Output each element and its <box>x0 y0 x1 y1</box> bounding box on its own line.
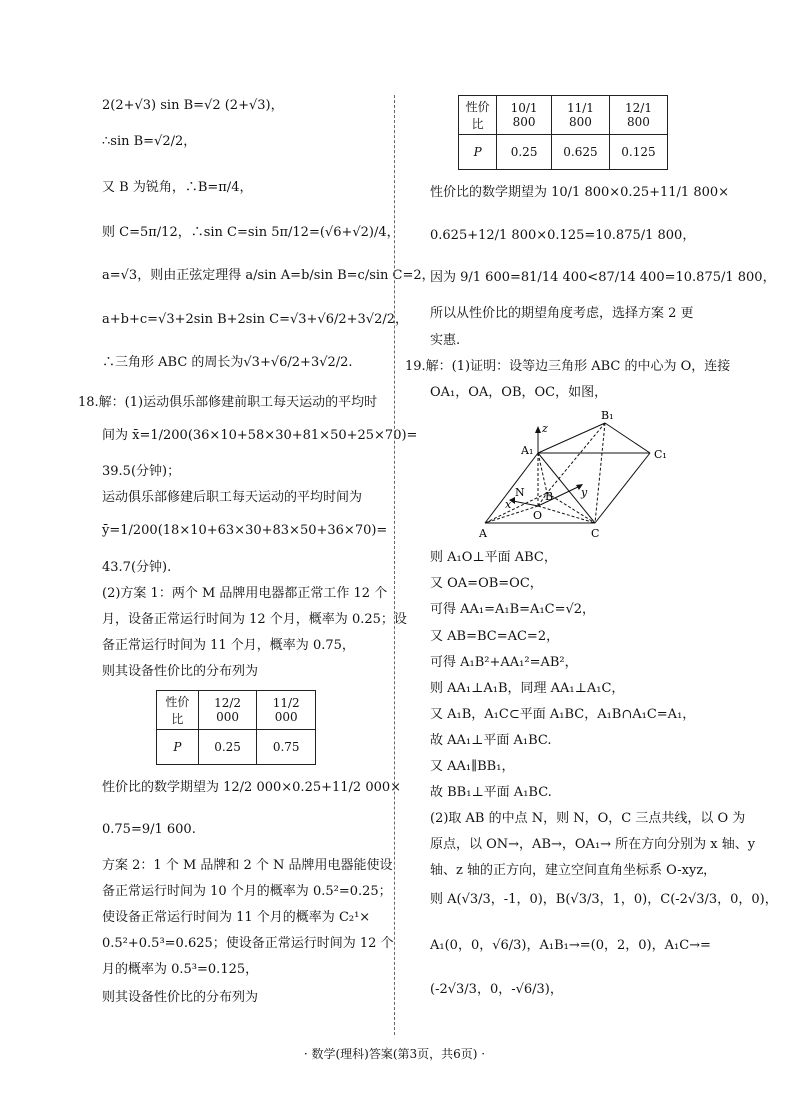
figure-label: x <box>505 498 512 511</box>
text-line: 间为 x̄=1/200(36×10+58×30+81×50+25×70)= <box>102 428 418 443</box>
text-line: OA₁，OA，OB，OC，如图， <box>430 385 608 400</box>
distribution-table-plan-1 <box>156 690 316 765</box>
figure-label: A <box>479 527 487 540</box>
table-cell: 0.125 <box>609 135 667 170</box>
figure-label: A₁ <box>521 444 534 457</box>
table-cell: 性价比 <box>157 691 199 730</box>
text-line: 因为 9/1 600=81/14 400<87/14 400=10.875/1 800， <box>430 270 776 285</box>
text-line: 备正常运行时间为 10 个月的概率为 0.5²=0.25； <box>102 884 392 899</box>
text-line: 月的概率为 0.5³=0.125， <box>102 962 259 977</box>
text-line: 0.625+12/1 800×0.125=10.875/1 800， <box>430 228 696 243</box>
page-footer: · 数学(理科)答案(第3页，共6页) · <box>303 1047 486 1061</box>
text-line: ȳ=1/200(18×10+63×30+83×50+36×70)= <box>102 523 388 538</box>
text-line: (2)方案 1：两个 M 品牌用电器都正常工作 12 个 <box>102 586 388 601</box>
text-line: 备正常运行时间为 11 个月，概率为 0.75， <box>102 638 355 653</box>
text-line: 0.5²+0.5³=0.625；使设备正常运行时间为 12 个 <box>102 936 394 951</box>
text-line: 0.75=9/1 600. <box>102 822 196 837</box>
figure-label: C₁ <box>654 448 667 461</box>
table-cell: 0.25 <box>198 730 257 765</box>
text-line: 又 B 为锐角，∴B=π/4， <box>102 180 253 195</box>
text-line: 则 C=5π/12，∴sin C=sin 5π/12=(√6+√2)/4， <box>102 225 400 240</box>
text-line: 则 AA₁⊥A₁B，同理 AA₁⊥A₁C， <box>430 681 625 696</box>
text-line: A₁(0，0，√6/3)，A₁B₁→=(0，2，0)，A₁C→= <box>430 938 711 953</box>
figure-label: y <box>581 486 588 499</box>
distribution-table-plan-2 <box>458 95 668 170</box>
text-line: (2)取 AB 的中点 N，则 N，O，C 三点共线，以 O 为 <box>430 811 746 826</box>
table-cell: 0.25 <box>497 135 552 170</box>
table-cell: 0.75 <box>257 730 316 765</box>
text-line: 又 OA=OB=OC， <box>430 576 543 591</box>
text-line: 39.5(分钟)； <box>102 464 181 479</box>
text-line: 又 AB=BC=AC=2， <box>430 629 560 644</box>
text-line: 原点，以 ON→，AB→，OA₁→ 所在方向分别为 x 轴、y <box>430 837 756 852</box>
text-line: 运动俱乐部修建后职工每天运动的平均时间为 <box>102 490 363 505</box>
column-divider <box>394 95 395 1035</box>
text-line: a+b+c=√3+2sin B+2sin C=√3+√6/2+3√2/2， <box>102 312 408 327</box>
problem-19-heading: 19.解：(1)证明：设等边三角形 ABC 的中心为 O，连接 <box>405 359 731 374</box>
figure-label: B <box>545 490 554 503</box>
problem-18-heading: 18.解：(1)运动俱乐部修建前职工每天运动的平均时 <box>78 395 378 410</box>
text-line: 则 A(√3/3，-1，0)，B(√3/3，1，0)，C(-2√3/3，0，0)， <box>430 892 778 907</box>
table-cell: P <box>459 135 497 170</box>
text-line: 使设备正常运行时间为 11 个月的概率为 C₂¹× <box>102 910 371 925</box>
text-line: ∴sin B=√2/2， <box>102 134 197 149</box>
figure-label: N <box>515 486 525 499</box>
prism-figure <box>475 408 705 543</box>
table-cell: 12/2 000 <box>198 691 257 730</box>
text-line: 则其设备性价比的分布列为 <box>102 990 259 1005</box>
text-line: 2(2+√3) sin B=√2 (2+√3)， <box>102 98 284 113</box>
text-line: 所以从性价比的期望角度考虑，选择方案 2 更 <box>430 306 694 321</box>
text-line: 可得 AA₁=A₁B=A₁C=√2， <box>430 602 596 617</box>
text-line: 方案 2：1 个 M 品牌和 2 个 N 品牌用电器能使设 <box>102 858 393 873</box>
table-cell: 性价比 <box>459 96 497 135</box>
figure-label: C <box>591 527 600 540</box>
text-line: 又 AA₁∥BB₁， <box>430 759 515 774</box>
table-cell: P <box>157 730 199 765</box>
table-cell: 10/1 800 <box>497 96 552 135</box>
table-cell: 0.625 <box>551 135 609 170</box>
figure-label: B₁ <box>601 409 614 422</box>
text-line: (-2√3/3，0，-√6/3)， <box>430 982 563 997</box>
table-cell: 11/1 800 <box>551 96 609 135</box>
figure-label: O <box>533 509 543 522</box>
text-line: 故 BB₁⊥平面 A₁BC. <box>430 785 552 800</box>
text-line: 故 AA₁⊥平面 A₁BC. <box>430 733 552 748</box>
text-line: 又 A₁B，A₁C⊂平面 A₁BC，A₁B∩A₁C=A₁， <box>430 707 696 722</box>
text-line: 性价比的数学期望为 12/2 000×0.25+11/2 000× <box>102 780 402 795</box>
text-line: a=√3，则由正弦定理得 a/sin A=b/sin B=c/sin C=2， <box>102 268 435 283</box>
text-line: 则其设备性价比的分布列为 <box>102 664 259 679</box>
text-line: 月，设备正常运行时间为 12 个月，概率为 0.25；设 <box>102 612 407 627</box>
text-line: 实惠. <box>430 333 461 348</box>
text-line: 则 A₁O⊥平面 ABC， <box>430 550 557 565</box>
text-line: 43.7(分钟). <box>102 560 172 575</box>
text-line: 可得 A₁B²+AA₁²=AB²， <box>430 655 578 670</box>
table-cell: 12/1 800 <box>609 96 667 135</box>
text-line: 性价比的数学期望为 10/1 800×0.25+11/1 800× <box>430 185 730 200</box>
text-line: 轴、z 轴的正方向，建立空间直角坐标系 O-xyz， <box>430 863 717 878</box>
table-cell: 11/2 000 <box>257 691 316 730</box>
text-line: ∴三角形 ABC 的周长为√3+√6/2+3√2/2. <box>102 355 353 370</box>
figure-label: z <box>542 422 548 435</box>
